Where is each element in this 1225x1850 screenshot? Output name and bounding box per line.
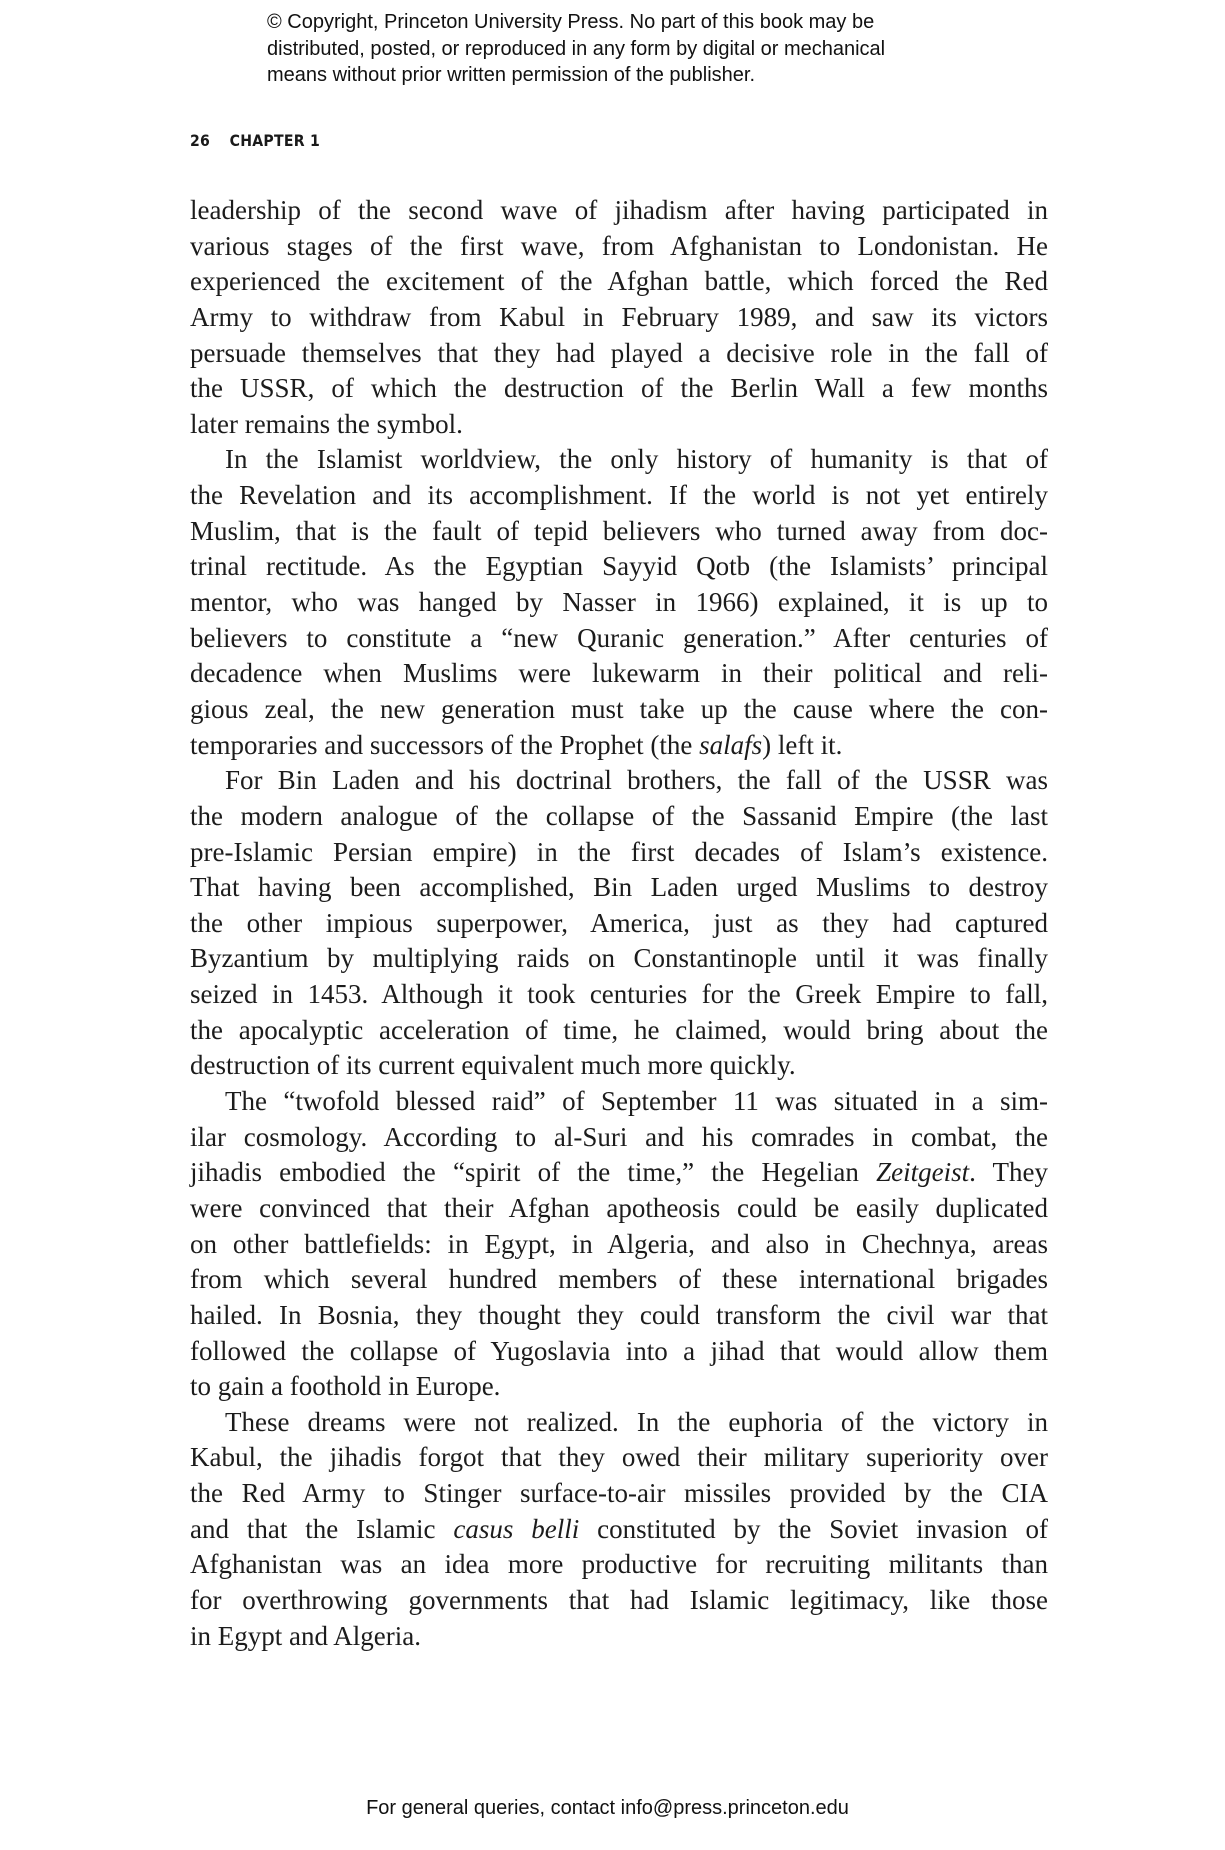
paragraph	[190, 1405, 1048, 1654]
text-line: the Revelation and its accomplishment. If the world is not yet entirely	[190, 480, 1048, 511]
text-line: persuade themselves that they had played a decisive role in the fall of	[190, 337, 1048, 368]
text-line: later remains the symbol.	[190, 408, 463, 439]
text-line: temporaries and successors of the Prophet (the salafs) left it.	[190, 729, 843, 760]
text-line: Afghanistan was an idea more productive for recruiting militants than	[190, 1549, 1048, 1580]
text-line: in Egypt and Algeria.	[190, 1620, 421, 1651]
text-line: decadence when Muslims were lukewarm in their political and reli-	[190, 658, 1048, 689]
text-line: on other battlefields: in Egypt, in Algeria, and also in Chechnya, areas	[190, 1228, 1048, 1259]
text-line: the apocalyptic acceleration of time, he claimed, would bring about the	[190, 1014, 1048, 1045]
text-line: hailed. In Bosnia, they thought they could transform the civil war that	[190, 1299, 1048, 1330]
copyright-line: means without prior written permission of the publisher.	[267, 64, 756, 86]
footer-contact	[0, 1797, 1225, 1820]
paragraph	[190, 1084, 1048, 1405]
text-line: The “twofold blessed raid” of September 11 was situated in a sim-	[225, 1086, 1048, 1117]
copyright-line: distributed, posted, or reproduced in any form by digital or mechanical	[267, 37, 886, 60]
paragraph	[190, 763, 1048, 1084]
text-line: ilar cosmology. According to al-Suri and his comrades in combat, the	[190, 1121, 1048, 1152]
text-line: seized in 1453. Although it took centuries for the Greek Empire to fall,	[190, 979, 1048, 1010]
text-line: That having been accomplished, Bin Laden urged Muslims to destroy	[190, 872, 1048, 903]
text-line: trinal rectitude. As the Egyptian Sayyid Qotb (the Islamists’ principal	[190, 551, 1048, 582]
text-line: For Bin Laden and his doctrinal brothers, the fall of the USSR was	[225, 765, 1048, 796]
italic-term: casus belli	[453, 1513, 580, 1544]
text-line: Kabul, the jihadis forgot that they owed their military superiority over	[190, 1442, 1048, 1473]
footer-text: For general queries, contact info@press.princeton.edu	[366, 1797, 849, 1819]
text-line: believers to constitute a “new Quranic generation.” After centuries of	[190, 622, 1048, 653]
body-text	[190, 193, 1048, 1654]
text-line: In the Islamist worldview, the only history of humanity is that of	[225, 444, 1048, 475]
paragraph	[190, 442, 1048, 763]
text-line: followed the collapse of Yugoslavia into a jihad that would allow them	[190, 1335, 1048, 1366]
running-head	[190, 131, 320, 150]
text-line: various stages of the first wave, from Afghanistan to Londonistan. He	[190, 230, 1048, 261]
italic-term: salafs	[699, 729, 763, 760]
text-line: pre-Islamic Persian empire) in the first decades of Islam’s existence.	[190, 836, 1048, 867]
text-line: destruction of its current equivalent much more quickly.	[190, 1050, 796, 1081]
text-line: and that the Islamic casus belli constituted by the Soviet invasion of	[190, 1513, 1048, 1544]
paragraph	[190, 193, 1048, 442]
text-line: the USSR, of which the destruction of the Berlin Wall a few months	[190, 373, 1048, 404]
text-line: Army to withdraw from Kabul in February 1989, and saw its victors	[190, 301, 1048, 332]
copyright-notice	[267, 9, 987, 89]
text-line: the modern analogue of the collapse of the Sassanid Empire (the last	[190, 800, 1048, 831]
chapter-label: CHAPTER 1	[229, 131, 321, 150]
text-line: mentor, who was hanged by Nasser in 1966) explained, it is up to	[190, 587, 1048, 618]
text-line: the other impious superpower, America, just as they had captured	[190, 907, 1048, 938]
text-line: from which several hundred members of these international brigades	[190, 1264, 1048, 1295]
text-line: These dreams were not realized. In the euphoria of the victory in	[225, 1406, 1048, 1437]
text-line: were convinced that their Afghan apotheosis could be easily duplicated	[190, 1192, 1048, 1223]
text-line: Muslim, that is the fault of tepid believers who turned away from doc-	[190, 515, 1048, 546]
text-line: to gain a foothold in Europe.	[190, 1371, 501, 1402]
text-line: experienced the excitement of the Afghan battle, which forced the Red	[190, 266, 1048, 297]
text-line: the Red Army to Stinger surface-to-air missiles provided by the CIA	[190, 1478, 1048, 1509]
italic-term: Zeitgeist	[876, 1157, 970, 1188]
page-number: 26	[190, 131, 211, 150]
copyright-line: © Copyright, Princeton University Press. No part of this book may be	[267, 11, 875, 33]
text-line: Byzantium by multiplying raids on Constantinople until it was finally	[190, 943, 1048, 974]
text-line: jihadis embodied the “spirit of the time,” the Hegelian Zeitgeist. They	[190, 1157, 1048, 1188]
text-line: for overthrowing governments that had Islamic legitimacy, like those	[190, 1584, 1048, 1615]
text-line: gious zeal, the new generation must take up the cause where the con-	[190, 693, 1048, 724]
text-line: leadership of the second wave of jihadism after having participated in	[190, 195, 1048, 225]
